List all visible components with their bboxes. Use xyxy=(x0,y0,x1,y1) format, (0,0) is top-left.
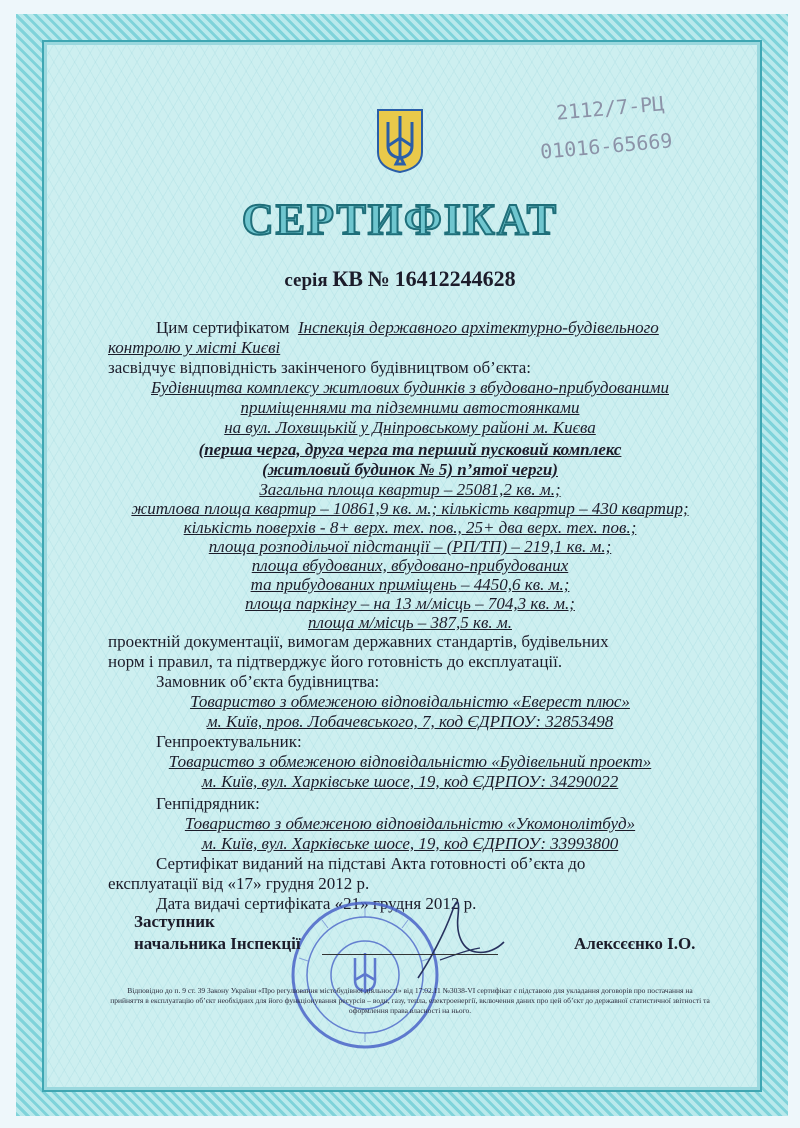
signature-line xyxy=(322,954,498,955)
signatory-position-1: Заступник xyxy=(134,912,215,931)
basis-line-1: Сертифікат виданий на підставі Акта готовності об’єкта до xyxy=(156,854,586,873)
object-bold-line-1: (перша черга, друга черга та перший пусковий комплекс xyxy=(198,440,622,459)
designer-line-1: Товариство з обмеженою відповідальністю «Будівельний проект» xyxy=(168,752,652,771)
detail-line-8: площа м/місць – 387,5 кв. м. xyxy=(308,613,512,632)
series-label: серія xyxy=(284,270,328,291)
customer-line-1: Товариство з обмеженою відповідальністю «Еверест плюс» xyxy=(190,692,630,711)
customer-line-2: м. Київ, пров. Лобачевського, 7, код ЄДРПОУ: 32853498 xyxy=(206,712,614,731)
basis-line-2: експлуатації від «17» грудня 2012 р. xyxy=(108,874,370,893)
intro-line-1 xyxy=(156,318,659,338)
detail-line-4: площа розподільчої підстанції – (РП/ТП) – 219,1 кв. м.; xyxy=(208,537,612,556)
coat-of-arms-icon xyxy=(376,108,424,174)
series-code: КВ xyxy=(332,266,363,291)
legal-footnote: Відповідно до п. 9 ст. 39 Закону України «Про регулювання містобудівної діяльності» від 17.02.11 №3038-VI сертифікат є підставою для укладання договорів про постачання на прийняття в експлуатацію об’єкт необхідних для його функціонування ресурсів – води, газу, тепла, електроенергії, включення даних про цей об’єкт до державної статистичної звітності та оформлення права власності на нього. xyxy=(110,986,710,1015)
certificate-number: 16412244628 xyxy=(394,266,516,291)
object-line-3: на вул. Лохвицькій у Дніпровському районі м. Києва xyxy=(224,418,596,437)
contractor-line-2: м. Київ, вул. Харківське шосе, 19, код ЄДРПОУ: 33993800 xyxy=(201,834,619,853)
signatory-name: Алексєєнко І.О. xyxy=(574,934,696,953)
object-line-2: приміщеннями та підземними автостоянками xyxy=(240,398,580,417)
signature-mark xyxy=(400,890,510,990)
detail-line-5: площа вбудованих, вбудовано-прибудованих xyxy=(251,556,569,575)
detail-line-6: та прибудованих приміщень – 4450,6 кв. м.; xyxy=(250,575,570,594)
svg-text:СЕРТИФІКАТ: СЕРТИФІКАТ xyxy=(241,195,559,244)
number-sign: № xyxy=(367,266,390,291)
handwritten-note-1: 2112/7-РЦ xyxy=(555,91,666,125)
certificate-title xyxy=(200,192,600,244)
intro-prefix: Цим сертифікатом xyxy=(156,318,290,337)
detail-line-2: житлова площа квартир – 10861,9 кв. м.; кількість квартир – 430 квартир; xyxy=(131,499,689,518)
detail-line-3: кількість поверхів - 8+ верх. тех. пов., 25+ два верх. тех. пов.; xyxy=(183,518,637,537)
object-line-1: Будівництва комплексу житлових будинків з вбудовано-прибудованими xyxy=(151,378,669,397)
object-bold-line-2: (житловий будинок № 5) п’ятої черги) xyxy=(262,460,558,479)
detail-line-1: Загальна площа квартир – 25081,2 кв. м.; xyxy=(259,480,561,499)
inspection-name-1: Інспекція державного архітектурно-будівельного xyxy=(297,318,659,337)
certificate-number-line xyxy=(0,266,800,292)
customer-label: Замовник об’єкта будівництва: xyxy=(156,672,380,691)
issue-date: Дата видачі сертифіката «21» грудня 2012 р. xyxy=(156,894,477,913)
conformity-line-1: проектній документації, вимогам державних стандартів, будівельних xyxy=(108,632,609,651)
signatory-position-2: начальника Інспекції xyxy=(134,934,301,953)
contractor-line-1: Товариство з обмеженою відповідальністю «Укомонолітбуд» xyxy=(184,814,636,833)
designer-label: Генпроектувальник: xyxy=(156,732,302,751)
detail-line-7: площа паркінгу – на 13 м/місць – 704,3 кв. м.; xyxy=(245,594,575,613)
designer-line-2: м. Київ, вул. Харківське шосе, 19, код ЄДРПОУ: 34290022 xyxy=(201,772,619,791)
certifies-text: засвідчує відповідність закінченого будівництвом об’єкта: xyxy=(108,358,532,377)
contractor-label: Генпідрядник: xyxy=(156,794,260,813)
conformity-line-2: норм і правил, та підтверджує його готовність до експлуатації. xyxy=(108,652,563,671)
handwritten-note-2: 01016-65669 xyxy=(539,128,674,164)
inspection-name-2: контролю у місті Києві xyxy=(108,338,281,357)
